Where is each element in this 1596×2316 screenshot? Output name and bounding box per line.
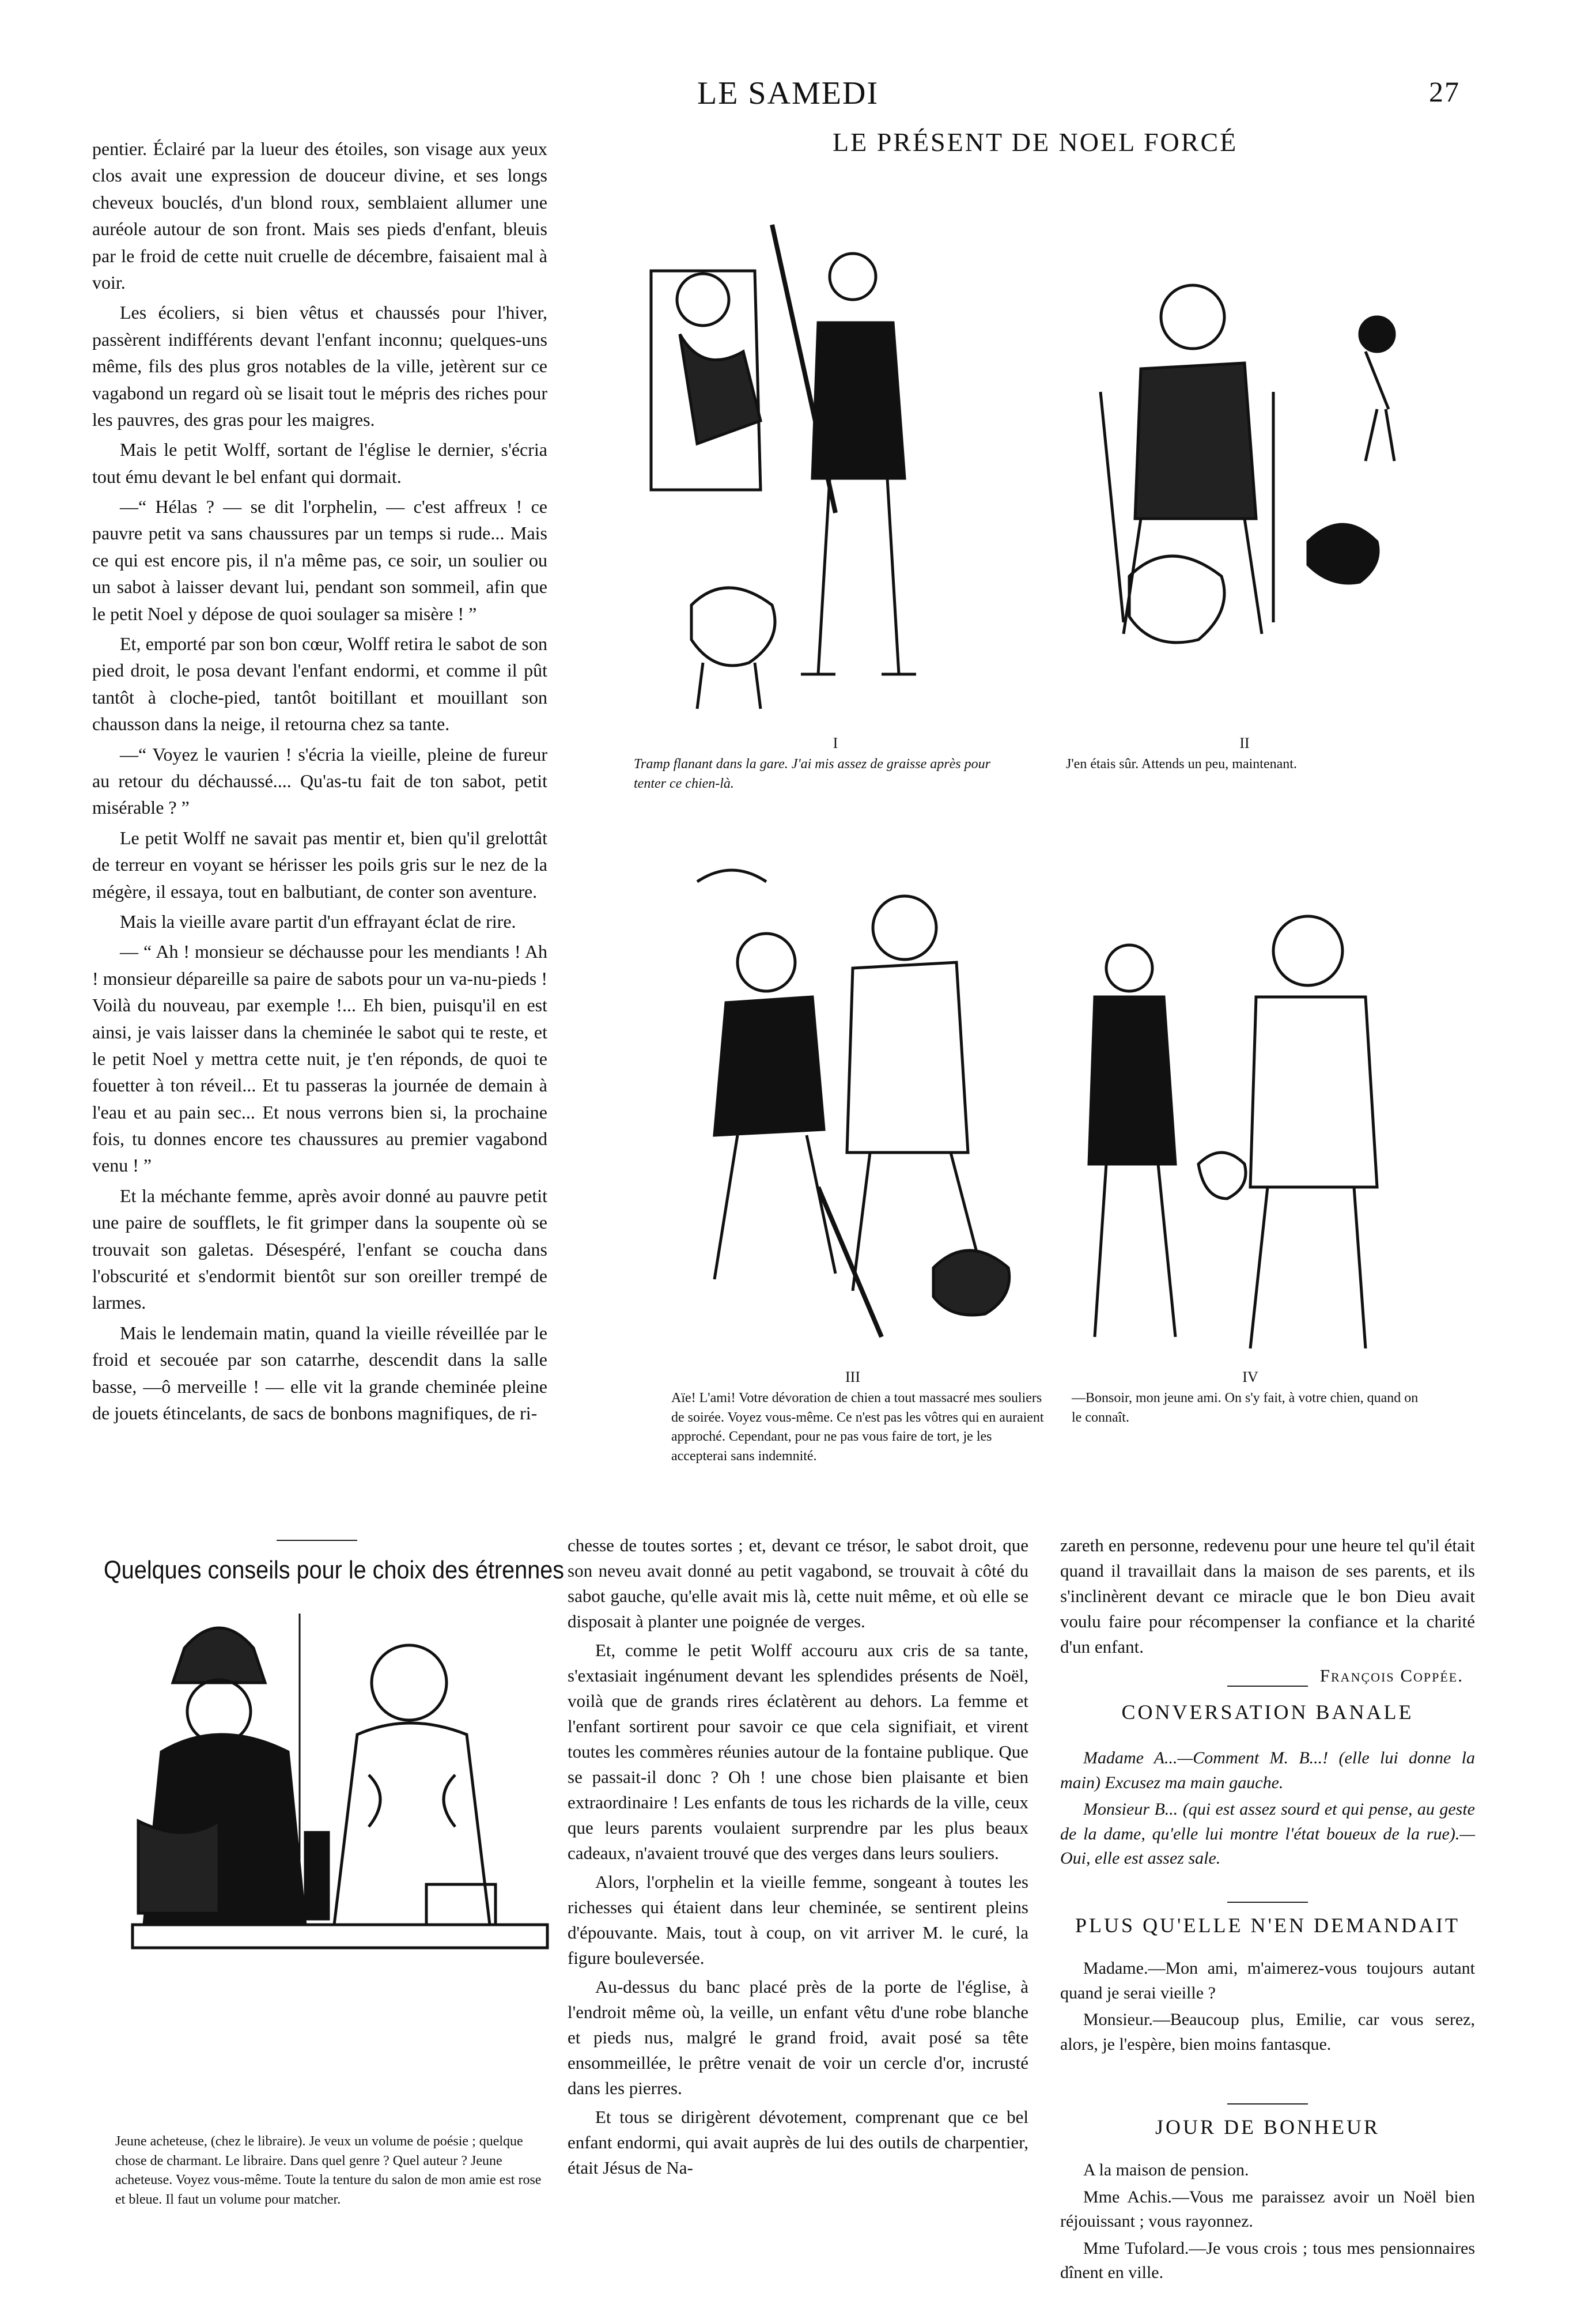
etrennes-illustration [127, 1602, 553, 2109]
page-number: 27 [1429, 75, 1460, 108]
dialogue-line: Monsieur.—Beaucoup plus, Emilie, car vous serez, alors, je l'espère, bien moins fantasque. [1060, 2010, 1475, 2054]
story-column-3 [1060, 1533, 1475, 1688]
section-title-jour-de-bonheur: JOUR DE BONHEUR [1155, 2115, 1380, 2139]
story-paragraph: Mais le lendemain matin, quand la vieille réveillée par le froid et secouée par son catarrhe, descendit dans la salle basse, —ô merveille ! — elle vit la grande cheminée pleine de jouets étincelants, de sacs de bonbons magnifiques, de ri- [92, 1322, 547, 1423]
separator [277, 1540, 357, 1541]
panel-3-numeral: III [845, 1369, 860, 1385]
comic-panel-3-illustration [663, 830, 1054, 1360]
story-paragraph: Et, emporté par son bon cœur, Wolff retira le sabot de son pied droit, le posa devant l'enfant endormi, et comme il pût tantôt à cloche-pied, tantôt boitillant et mouillant son chausson dans la neige, il retourna chez sa tante. [92, 633, 547, 735]
story-paragraph: chesse de toutes sortes ; et, devant ce trésor, le sabot droit, que son neveu avait donné au petit vagabond, se trouvait à côté du sabot gauche, qu'elle avait mis là, cette nuit même, et où elle se disposait à planter une poignée de verges. [568, 1535, 1028, 1632]
separator [1227, 2103, 1308, 2105]
story-paragraph: zareth en personne, redevenu pour une heure tel qu'il était quand il travaillait dans la maison de ses parents, et ils s'inclinèrent devant ce miracle que le bon Dieu avait voulu faire pour récompenser la confiance et la charité d'un enfant. [1060, 1535, 1475, 1657]
story-paragraph: Les écoliers, si bien vêtus et chaussés pour l'hiver, passèrent indifférents devant l'enfant inconnu; quelques-uns même, fils des plus gros notables de la ville, jetèrent sur ce vagabond un regard où se lisait tout le mépris des riches pour les pauvres, des gras pour les maigres. [92, 302, 547, 430]
story-paragraph: Mais la vieille avare partit d'un effrayant éclat de rire. [120, 910, 516, 932]
panel-2-numeral: II [1239, 735, 1250, 751]
story-column-1 [92, 135, 547, 1536]
comic-panel-2-illustration [1054, 219, 1446, 703]
dialogue-line: Madame.—Mon ami, m'aimerez-vous toujours autant quand je serai vieille ? [1060, 1959, 1475, 2003]
section-body-plus-quelle [1060, 1956, 1475, 2059]
story-paragraph: — “ Ah ! monsieur se déchausse pour les mendiants ! Ah ! monsieur dépareille sa paire de sabots pour un va-nu-pieds ! Voilà du nouveau, par exemple !... Eh bien, puisqu'il en est ainsi, je vais laisser dans la cheminée le sabot qui te reste, et le petit Noel y mettra cette nuit, je t'en réponds, de quoi te fouetter à ton réveil... Et tu passeras la journée de demain à l'eau et au pain sec... Et nous verrons bien si, la prochaine fois, tu donnes encore tes chaussures au premier vagabond venu ! ” [92, 941, 547, 1176]
panel-4-caption: —Bonsoir, mon jeune ami. On s'y fait, à votre chien, quand on le connaît. [1072, 1391, 1419, 1425]
separator [1227, 1686, 1308, 1687]
newspaper-title: LE SAMEDI [697, 75, 879, 111]
dialogue-line: A la maison de pension. [1083, 2160, 1249, 2179]
comic-panel-1-illustration [628, 202, 1049, 720]
separator [1227, 1902, 1308, 1903]
section-title-plus-quelle: PLUS QU'ELLE N'EN DEMANDAIT [1075, 1914, 1460, 1937]
panel-2-caption: J'en étais sûr. Attends un peu, maintenant. [1066, 757, 1297, 772]
dialogue-line: Mme Tufolard.—Je vous crois ; tous mes pensionnaires dînent en ville. [1060, 2238, 1475, 2283]
story-paragraph: —“ Hélas ? — se dit l'orphelin, — c'est affreux ! ce pauvre petit va sans chaussures par un temps si rude... Mais ce qui est encore pis, il n'a même pas, ce soir, un soulier ou un sabot à laisser devant lui, pendant son sommeil, afin que le petit Noel y dépose de quoi soulager sa misère ! ” [92, 496, 547, 624]
author-signature: François Coppée. [1319, 1665, 1463, 1686]
etrennes-caption: Jeune acheteuse, (chez le libraire). Je veux un volume de poésie ; quelque chose de charmant. Le libraire. Dans quel genre ? Quel auteur ? Jeune acheteuse. Voyez vous-même. Toute la tenture du salon de mon amie est rose et bleue. Il faut un volume pour matcher. [115, 2134, 542, 2207]
panel-4-numeral: IV [1242, 1369, 1258, 1385]
story-paragraph: —“ Voyez le vaurien ! s'écria la vieille, pleine de fureur au retour du déchaussé.... Qu'as-tu fait de ton sabot, petit misérable ? ” [92, 743, 547, 818]
story-paragraph: Et la méchante femme, après avoir donné au pauvre petit une paire de soufflets, le fit grimper dans la soupente où se trouvait son galetas. Désespéré, l'enfant se coucha dans l'obscurité et s'endormit bientôt sur son oreiller trempé de larmes. [92, 1185, 547, 1313]
panel-1-numeral: I [833, 735, 838, 751]
comic-panel-4-illustration [1066, 864, 1435, 1372]
story-paragraph: Et, comme le petit Wolff accouru aux cris de sa tante, s'extasiait ingénument devant les splendides présents de Noël, voilà que de grands rires éclatèrent au dehors. La femme et l'enfant sortirent pour savoir ce que cela signifiait, et virent toutes les commères réunies autour de la fontaine publique. Que se passait-il donc ? Oh ! une chose bien plaisante et bien extraordinaire ! Les enfants de tous les richards de la ville, ceux que leurs parents voulaient surprendre par les plus beaux cadeaux, n'avaient trouvé que des verges dans leurs souliers. [568, 1640, 1028, 1864]
story-paragraph: Le petit Wolff ne savait pas mentir et, bien qu'il grelottât de terreur en voyant se hérisser les poils gris sur le nez de la mégère, il essaya, tout en balbutiant, de conter son aventure. [92, 827, 547, 902]
section-body-jour-de-bonheur [1060, 2158, 1475, 2288]
story-paragraph: Au-dessus du banc placé près de la porte de l'église, à l'endroit même où, la veille, un enfant vêtu d'une robe blanche et pieds nus, malgré le grand froid, avait posé sa tête ensommeillée, le prêtre venait de voir un cercle d'or, incrusté dans les pierres. [568, 1977, 1028, 2099]
etrennes-title: Quelques conseils pour le choix des étrennes [104, 1556, 565, 1584]
comic-title: LE PRÉSENT DE NOEL FORCÉ [833, 127, 1238, 157]
section-title-conversation-banale: CONVERSATION BANALE [1121, 1701, 1414, 1724]
dialogue-line: Madame A...—Comment M. B...! (elle lui donne la main) Excusez ma main gauche. [1060, 1748, 1475, 1792]
story-paragraph: pentier. Éclairé par la lueur des étoiles, son visage aux yeux clos avait une expression de douceur divine, et ses longs cheveux bouclés, d'un blond roux, semblaient allumer une auréole autour de son front. Mais ses pieds d'enfant, bleuis par le froid de cette nuit cruelle de décembre, faisaient mal à voir. [92, 138, 547, 293]
dialogue-line: Mme Achis.—Vous me paraissez avoir un Noël bien réjouissant ; vous rayonnez. [1060, 2187, 1475, 2231]
section-body-conversation-banale [1060, 1746, 1475, 1873]
panel-1-caption: Tramp flanant dans la gare. J'ai mis assez de graisse après pour tenter ce chien-là. [634, 757, 990, 791]
story-paragraph: Mais le petit Wolff, sortant de l'église le dernier, s'écria tout ému devant le bel enfant qui dormait. [92, 439, 547, 487]
story-paragraph: Et tous se dirigèrent dévotement, comprenant que ce bel enfant endormi, qui avait auprès de lui des outils de charpentier, était Jésus de Na- [568, 2107, 1028, 2178]
dialogue-line: Monsieur B... (qui est assez sourd et qui pense, au geste de la dame, qu'elle lui montre l'état boueux de la rue).—Oui, elle est assez sale. [1060, 1800, 1475, 1868]
story-paragraph: Alors, l'orphelin et la vieille femme, songeant à toutes les richesses qui étaient dans leur cheminée, se sentirent pleins d'épouvante. Mais, tout à coup, on vit arriver M. le curé, la figure bouleversée. [568, 1872, 1028, 1969]
panel-3-caption: Aïe! L'ami! Votre dévoration de chien a tout massacré mes souliers de soirée. Voyez vous-même. Ce n'est pas les vôtres qui en auraient approché. Cependant, pour ne pas vous faire de tort, je les accepterai sans indemnité. [671, 1391, 1044, 1464]
story-column-2 [568, 1533, 1028, 2282]
